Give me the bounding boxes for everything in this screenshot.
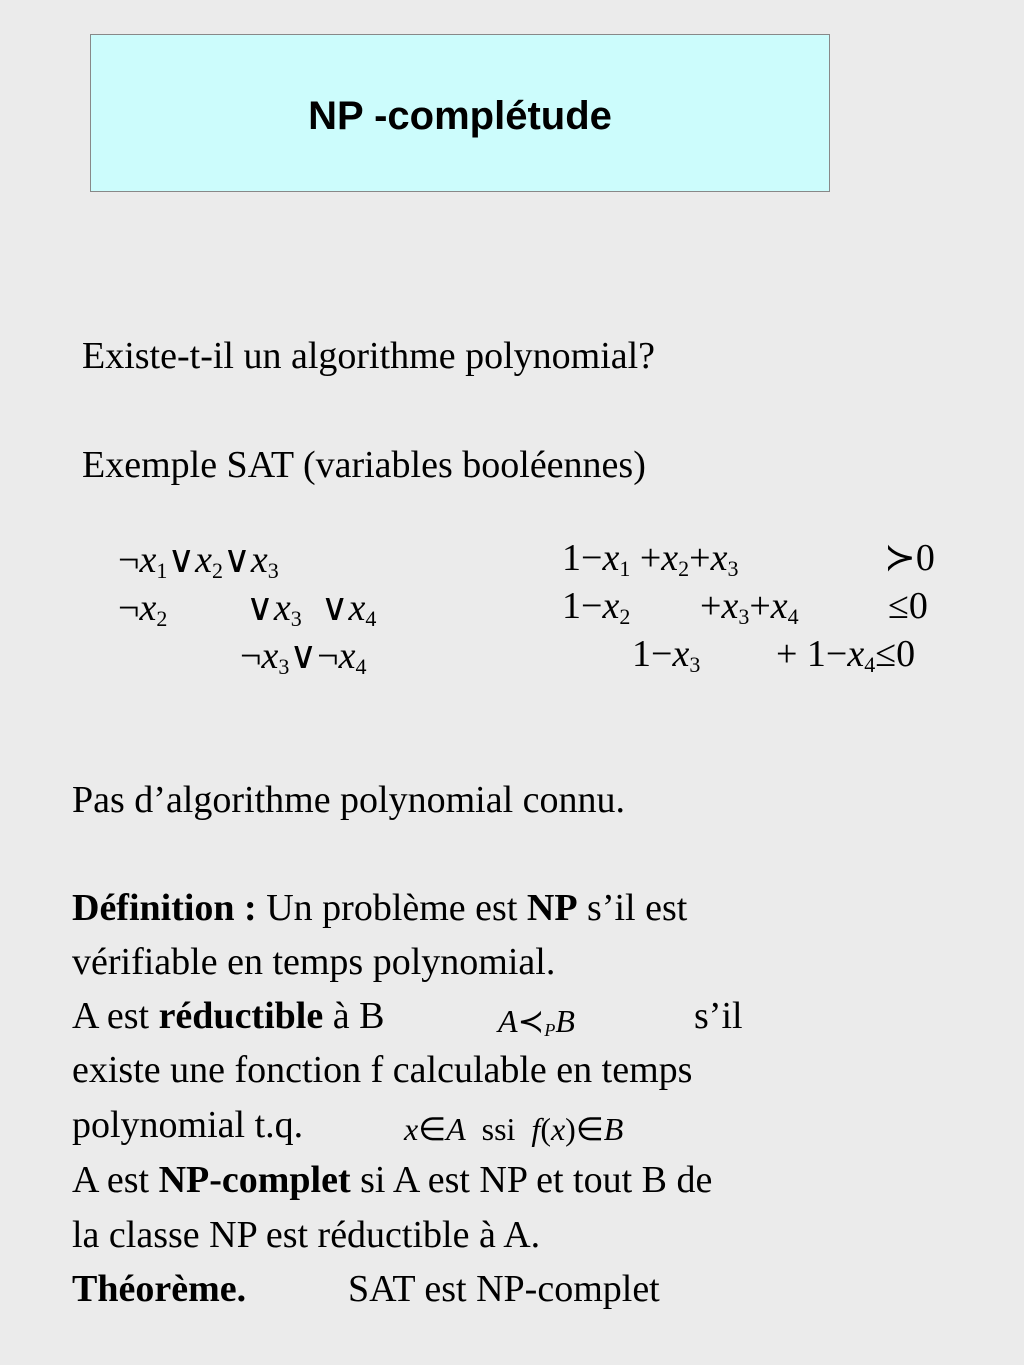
clause-3: $\neg x_3\vee\neg x_4$: [240, 635, 367, 679]
inequality-1: $1-x_1 +x_2+x_3$: [562, 537, 739, 581]
inequality-3: $1-x_3$: [632, 633, 701, 677]
clause-2: $\neg x_2$: [118, 587, 168, 631]
inequality-2: $1-x_2$: [562, 585, 631, 629]
slide-title: NP -complétude: [308, 94, 612, 138]
np-complete-line-2: la classe NP est réductible à A.: [72, 1214, 541, 1256]
reduction-sil: s’il: [694, 995, 743, 1037]
no-algorithm-text: Pas d’algorithme polynomial connu.: [72, 779, 626, 821]
inequality-1-rhs: ≻0: [884, 537, 935, 579]
reduction-relation: $A≺_PB$: [498, 1003, 575, 1040]
example-text: Exemple SAT (variables booléennes): [82, 444, 646, 486]
clause-2-rest: $\vee x_3$ $\vee x_4$: [246, 587, 377, 631]
inequality-2-rest: $+x_3+x_4$: [700, 585, 799, 629]
question-text: Existe-t-il un algorithme polynomial?: [82, 335, 656, 377]
reduction-line-1: A est réductible à B: [72, 995, 385, 1037]
theorem-label: Théorème.: [72, 1268, 247, 1310]
definition-line-1: Définition : Un problème est NP s’il est: [72, 887, 688, 929]
reduction-line-3: polynomial t.q.: [72, 1104, 304, 1146]
inequality-3-rest: + $1-x_4\le 0$: [776, 633, 916, 677]
inequality-2-rhs: ≤0: [888, 585, 928, 627]
np-complete-line-1: A est NP-complet si A est NP et tout B de: [72, 1159, 713, 1201]
reduction-condition: x∈A ssi f(x)∈B: [404, 1111, 624, 1147]
theorem-text: SAT est NP-complet: [348, 1268, 660, 1310]
reduction-line-2: existe une fonction f calculable en temps: [72, 1049, 693, 1091]
title-box: [90, 34, 830, 192]
definition-line-2: vérifiable en temps polynomial.: [72, 941, 556, 983]
clause-1: $\neg x_1\vee x_2\vee x_3$: [118, 539, 279, 583]
